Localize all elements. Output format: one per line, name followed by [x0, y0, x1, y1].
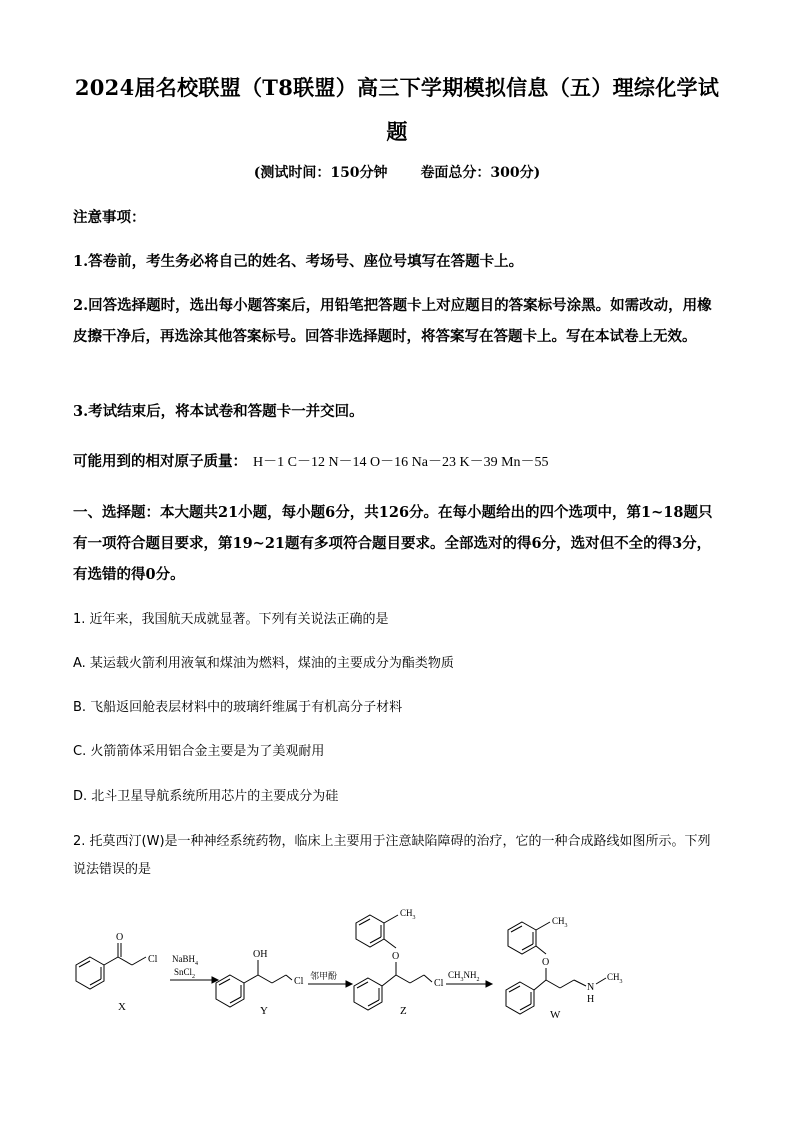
- atom-cl-x: Cl: [148, 954, 158, 965]
- label-y: Y: [260, 1005, 268, 1017]
- question-1-stem: 1. 近年来，我国航天成就显著。下列有关说法正确的是: [73, 612, 389, 627]
- svg-text:NaBH4: NaBH$_4$: [172, 954, 198, 967]
- molecule-y: [216, 949, 304, 1017]
- svg-text:CH3NH2: $CH_3NH_2$: [448, 970, 480, 983]
- exam-time: (测试时间：150分钟: [253, 165, 388, 181]
- page-title: [60, 66, 734, 154]
- reagent-nabh4: NaBH: [172, 954, 195, 964]
- atom-o-x: O: [116, 932, 124, 943]
- label-w: W: [550, 1009, 561, 1021]
- section-heading: 一、选择题：本大题共21小题，每小题6分，共126分。在每小题给出的四个选项中，第1~18题只有一项符合题目要求，第19~21题有多项符合题目要求。全部选对的得6分，选对但不全的得3分，有选错的得0分。: [73, 504, 713, 583]
- notice-item-1: 1.答卷前，考生务必将自己的姓名、考场号、座位号填写在答题卡上。: [73, 253, 524, 270]
- synthesis-scheme: [60, 900, 740, 1030]
- atomic-label: 可能用到的相对原子质量：: [73, 453, 247, 470]
- notice-item-3: 3.考试结束后，将本试卷和答题卡一并交回。: [73, 403, 364, 420]
- atom-ch3-z: CH: [400, 908, 413, 918]
- atom-o-w: O: [542, 957, 550, 968]
- question-1-option-d: D. 北斗卫星导航系统所用芯片的主要成分为硅: [73, 789, 339, 804]
- atom-cl-y: Cl: [294, 976, 304, 987]
- notice-heading: 注意事项：: [73, 209, 146, 226]
- question-1-option-a: A. 某运载火箭利用液氧和煤油为燃料，煤油的主要成分为酯类物质: [73, 656, 454, 671]
- svg-text:CH3: $CH_3$: [400, 908, 416, 921]
- atomic-values: H－1 C－12 N－14 O－16 Na－23 K－39 Mn－55: [253, 455, 549, 470]
- molecule-w: [506, 916, 623, 1021]
- total-score: 卷面总分：300分): [420, 165, 541, 181]
- atom-oh-y: OH: [253, 949, 268, 960]
- reaction-arrow-1: [170, 954, 218, 983]
- label-z: Z: [400, 1005, 407, 1017]
- atom-o-z: O: [392, 951, 400, 962]
- label-x: X: [118, 1001, 126, 1013]
- molecule-x: [76, 932, 158, 1013]
- molecule-z: [354, 908, 444, 1017]
- title-line-2: 题: [386, 119, 408, 144]
- atom-h-w: H: [587, 994, 595, 1005]
- svg-text:SnCl2: SnCl$_2$: [174, 967, 196, 980]
- atom-ch3-w-n: CH: [607, 972, 620, 982]
- svg-text:CH3: $CH_3$: [552, 916, 568, 929]
- question-2-stem: 2. 托莫西汀(W)是一种神经系统药物，临床上主要用于注意缺陷障碍的治疗，它的一种合成路线如图所示。下列说法错误的是: [73, 834, 711, 877]
- reaction-arrow-3: [446, 970, 492, 987]
- svg-text:CH3: $CH_3$: [607, 972, 623, 985]
- reagent-o-cresol: 邻甲酚: [310, 971, 338, 981]
- reagent-methylamine: CH: [448, 970, 461, 980]
- title-line-1: 2024届名校联盟（T8联盟）高三下学期模拟信息（五）理综化学试: [74, 75, 720, 100]
- exam-meta: [0, 162, 794, 182]
- atomic-masses: [73, 450, 549, 471]
- notice-item-2: 2.回答选择题时，选出每小题答案后，用铅笔把答题卡上对应题目的答案标号涂黑。如需改动，用橡皮擦干净后，再选涂其他答案标号。回答非选择题时，将答案写在答题卡上。写在本试卷上无效。: [73, 297, 712, 345]
- reaction-arrow-2: [308, 970, 352, 987]
- reagent-sncl2: SnCl: [174, 967, 193, 977]
- atom-ch3-w-top: CH: [552, 916, 565, 926]
- question-1-option-b: B. 飞船返回舱表层材料中的玻璃纤维属于有机高分子材料: [73, 700, 403, 715]
- atom-n-w: N: [587, 982, 595, 993]
- atom-cl-z: Cl: [434, 978, 444, 989]
- question-1-option-c: C. 火箭箭体采用铝合金主要是为了美观耐用: [73, 744, 325, 759]
